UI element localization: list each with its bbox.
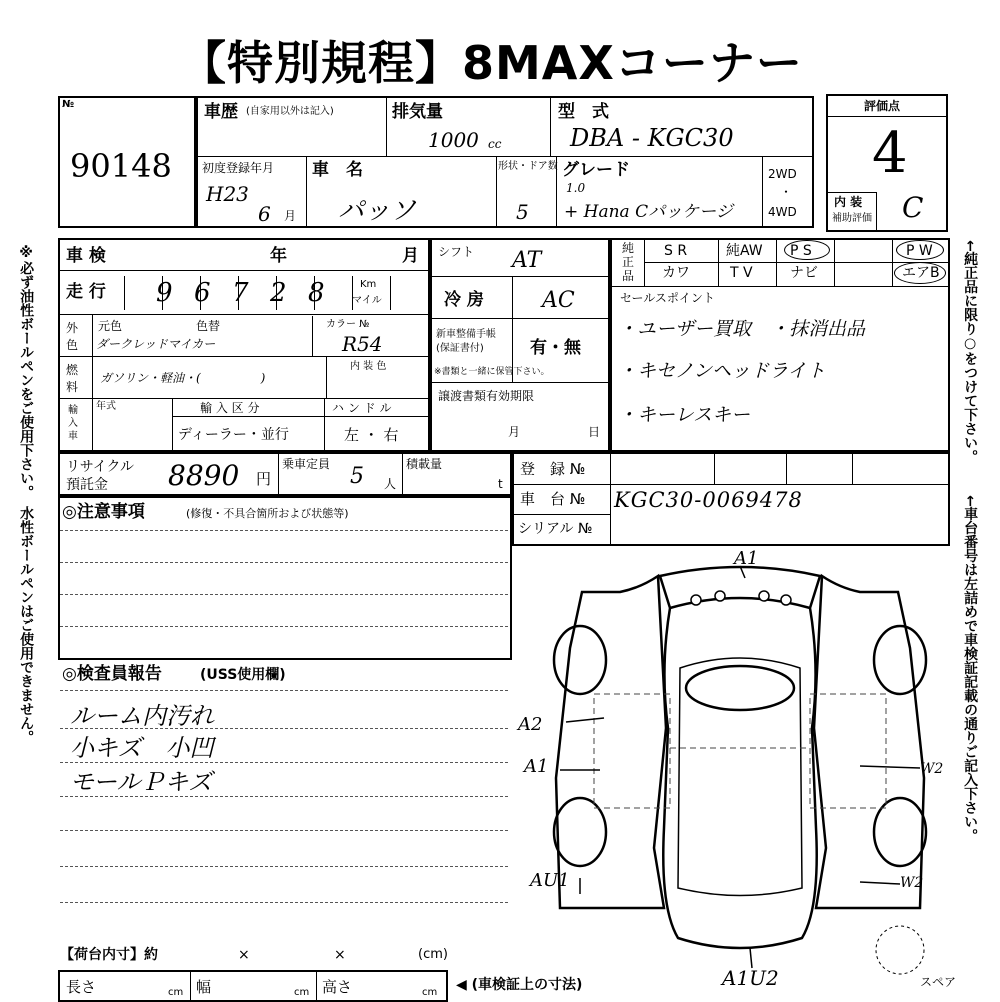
import-handle-label: ハ ン ド ル bbox=[332, 401, 392, 415]
recycle-label-2: 預託金 bbox=[66, 477, 108, 493]
diagram-a1-left: A1 bbox=[524, 756, 549, 777]
cargo-unit: (cm) bbox=[418, 947, 448, 962]
sales-point-1: ・ユーザー買取 ・抹消出品 bbox=[618, 318, 866, 340]
equipment-block bbox=[610, 238, 950, 452]
import-year: 年式 bbox=[96, 401, 116, 412]
model-type-value: DBA - KGC30 bbox=[570, 124, 734, 152]
load-unit: t bbox=[498, 477, 503, 491]
import-type-value: ディーラー・並行 bbox=[178, 427, 289, 443]
model-type-label: 型 式 bbox=[558, 102, 609, 122]
score-label: 評価点 bbox=[864, 99, 901, 113]
lot-box bbox=[58, 96, 196, 228]
recycle-block bbox=[58, 452, 512, 496]
shift-label: シフト bbox=[438, 245, 475, 259]
side-note-left: ※必ず油性ボールペンをご使用下さい。 水性ボールペンはご使用できません。 bbox=[18, 245, 35, 744]
equip-leather: カワ bbox=[662, 265, 690, 281]
inspection-label: 車 検 bbox=[66, 246, 106, 266]
capacity-value: 5 bbox=[350, 464, 364, 489]
history-note: (自家用以外は記入) bbox=[246, 106, 334, 117]
equipment-label: 純正品 bbox=[622, 241, 635, 283]
score-value: 4 bbox=[872, 121, 908, 186]
mileage-digit-2: 6 bbox=[194, 278, 211, 308]
cargo-height-cm: cm bbox=[422, 987, 438, 998]
color-no-label: カラー № bbox=[326, 319, 370, 330]
diagram-w2-right-1: W2 bbox=[920, 761, 944, 777]
inspector-line-2: 小キズ 小凹 bbox=[70, 734, 214, 762]
cargo-length-cm: cm bbox=[168, 987, 184, 998]
mileage-unit-km: Km bbox=[360, 279, 377, 290]
diagram-w2-right-2: W2 bbox=[900, 875, 924, 891]
capacity-unit: 人 bbox=[384, 477, 397, 491]
fuel-value: ガソリン・軽油・( ) bbox=[100, 371, 266, 385]
ps-circle-mark bbox=[784, 240, 830, 260]
status-block bbox=[58, 238, 430, 452]
equip-navi: ナビ bbox=[790, 265, 818, 281]
grade-value-2: + Hana Cパッケージ bbox=[564, 202, 733, 222]
diagram-spare-label: スペア bbox=[920, 975, 957, 989]
sales-points-label: セールスポイント bbox=[620, 291, 715, 305]
lot-label: № bbox=[62, 99, 75, 110]
import-label: 輸入車 bbox=[68, 405, 78, 442]
shift-value: AT bbox=[512, 248, 542, 273]
notes-title: ◎注意事項 bbox=[62, 502, 145, 522]
exterior-color-value: ダークレッドマイカー bbox=[96, 337, 216, 351]
grade-label: グレード bbox=[562, 160, 630, 180]
transfer-label: 譲渡書類有効期限 bbox=[438, 389, 535, 403]
mileage-digit-1: 9 bbox=[156, 278, 173, 308]
lot-number: 90148 bbox=[70, 147, 172, 185]
inspector-subtitle: (USS使用欄) bbox=[200, 667, 286, 683]
warranty-value: 有・無 bbox=[530, 338, 581, 358]
first-reg-label: 初度登録年月 bbox=[202, 161, 275, 175]
exterior-repaint: 色替 bbox=[196, 319, 221, 333]
grade-value-1: 1.0 bbox=[566, 181, 586, 195]
equip-sr: S R bbox=[664, 243, 688, 259]
fuel-label: 燃料 bbox=[66, 363, 79, 394]
equip-ps: P S bbox=[790, 243, 812, 259]
first-reg-month: 6 bbox=[258, 202, 271, 226]
equip-aw: 純AW bbox=[726, 243, 763, 259]
sales-point-2: ・キセノンヘッドライト bbox=[618, 360, 826, 382]
chassis-label: 車 台 № bbox=[520, 490, 586, 508]
diagram-a1-top: A1 bbox=[734, 548, 759, 569]
displacement-value: 1000 bbox=[428, 128, 479, 152]
chassis-value: KGC30-0069478 bbox=[614, 488, 803, 512]
car-name-label: 車 名 bbox=[312, 160, 363, 180]
notes-subtitle: (修復・不具合箇所および状態等) bbox=[186, 507, 349, 520]
transfer-day: 日 bbox=[588, 425, 601, 439]
import-handle-value: 左 ・ 右 bbox=[344, 426, 399, 444]
recycle-unit: 円 bbox=[256, 470, 272, 488]
registration-block bbox=[512, 452, 950, 546]
cargo-length: 長さ bbox=[66, 978, 97, 996]
interior-label-2: 補助評価 bbox=[832, 213, 872, 224]
inspector-line-3: モールＰキズ bbox=[70, 768, 213, 796]
cargo-width: 幅 bbox=[196, 978, 212, 996]
cargo-x2: × bbox=[334, 947, 346, 963]
score-box bbox=[826, 94, 948, 232]
diagram-u1-left: AU1 bbox=[530, 870, 570, 891]
drive-dot: ・ bbox=[780, 185, 793, 199]
equip-airbag: エアB bbox=[902, 265, 940, 281]
side-note-right-1: ←純正品に限り○をつけて下さい。 bbox=[962, 240, 979, 464]
car-damage-diagram bbox=[520, 548, 960, 988]
load-label: 積載量 bbox=[406, 457, 443, 471]
inspection-year: 年 bbox=[270, 246, 287, 266]
page-title: 【特別規程】8MAXコーナー bbox=[180, 36, 803, 90]
sales-point-3: ・キーレスキー bbox=[618, 404, 751, 426]
inspector-line-1: ルーム内汚れ bbox=[70, 702, 214, 730]
displacement-label: 排気量 bbox=[392, 102, 443, 122]
drive-2wd: 2WD bbox=[768, 167, 797, 181]
inspector-title: ◎検査員報告 bbox=[62, 664, 162, 684]
ac-value: AC bbox=[542, 288, 575, 313]
registration-label: 登 録 № bbox=[520, 460, 586, 478]
capacity-label: 乗車定員 bbox=[282, 457, 331, 471]
warranty-note: ※書類と一緒に保管下さい。 bbox=[434, 367, 550, 377]
mileage-unit-mile: マイル bbox=[352, 295, 382, 306]
diagram-a2-left: A2 bbox=[518, 714, 543, 735]
mileage-digit-5: 8 bbox=[308, 278, 325, 308]
car-name-value: パッソ bbox=[338, 196, 417, 226]
equip-pw: P W bbox=[906, 243, 933, 259]
transfer-month: 月 bbox=[508, 425, 521, 439]
doors-label: 形状・ドア数 bbox=[498, 161, 558, 172]
recycle-label-1: リサイクル bbox=[66, 459, 135, 475]
equip-tv: T V bbox=[730, 265, 753, 281]
cargo-height: 高さ bbox=[322, 978, 353, 996]
mileage-digit-3: 7 bbox=[232, 278, 249, 308]
cargo-x1: × bbox=[238, 947, 250, 963]
cargo-note: ◀ (車検証上の寸法) bbox=[456, 977, 583, 993]
interior-value: C bbox=[902, 191, 924, 224]
cargo-width-cm: cm bbox=[294, 987, 310, 998]
side-note-right-2: ←車台番号は左詰めで車検証記載の通りご記入下さい。 bbox=[962, 495, 979, 843]
cargo-label: 【荷台内寸】約 bbox=[60, 947, 158, 963]
mileage-label: 走 行 bbox=[66, 282, 106, 302]
first-reg-month-unit: 月 bbox=[284, 209, 297, 223]
color-no-value: R54 bbox=[342, 332, 383, 356]
ac-label: 冷 房 bbox=[444, 290, 484, 310]
doors-value: 5 bbox=[516, 200, 529, 224]
shift-block bbox=[430, 238, 610, 452]
diagram-a1u2-bottom: A1U2 bbox=[722, 966, 779, 990]
exterior-label: 外色 bbox=[66, 321, 79, 352]
serial-label: シリアル № bbox=[518, 521, 593, 537]
airbag-circle-mark bbox=[894, 262, 946, 284]
interior-color-label: 内 装 色 bbox=[350, 361, 387, 372]
first-reg-year: H23 bbox=[206, 182, 249, 206]
mileage-digit-4: 2 bbox=[270, 278, 287, 308]
pw-circle-mark bbox=[896, 240, 944, 260]
cargo-box bbox=[58, 970, 448, 1002]
vehicle-info-grid bbox=[196, 96, 814, 228]
displacement-unit: cc bbox=[488, 137, 502, 151]
history-label: 車歴 bbox=[204, 102, 238, 122]
exterior-orig-color: 元色 bbox=[98, 319, 123, 333]
warranty-label: 新車整備手帳(保証書付) bbox=[436, 329, 496, 354]
drive-4wd: 4WD bbox=[768, 205, 797, 219]
inspection-month: 月 bbox=[402, 246, 419, 266]
interior-label-1: 内 装 bbox=[834, 195, 863, 209]
import-type-label: 輸 入 区 分 bbox=[200, 401, 260, 415]
recycle-value: 8890 bbox=[168, 459, 240, 492]
